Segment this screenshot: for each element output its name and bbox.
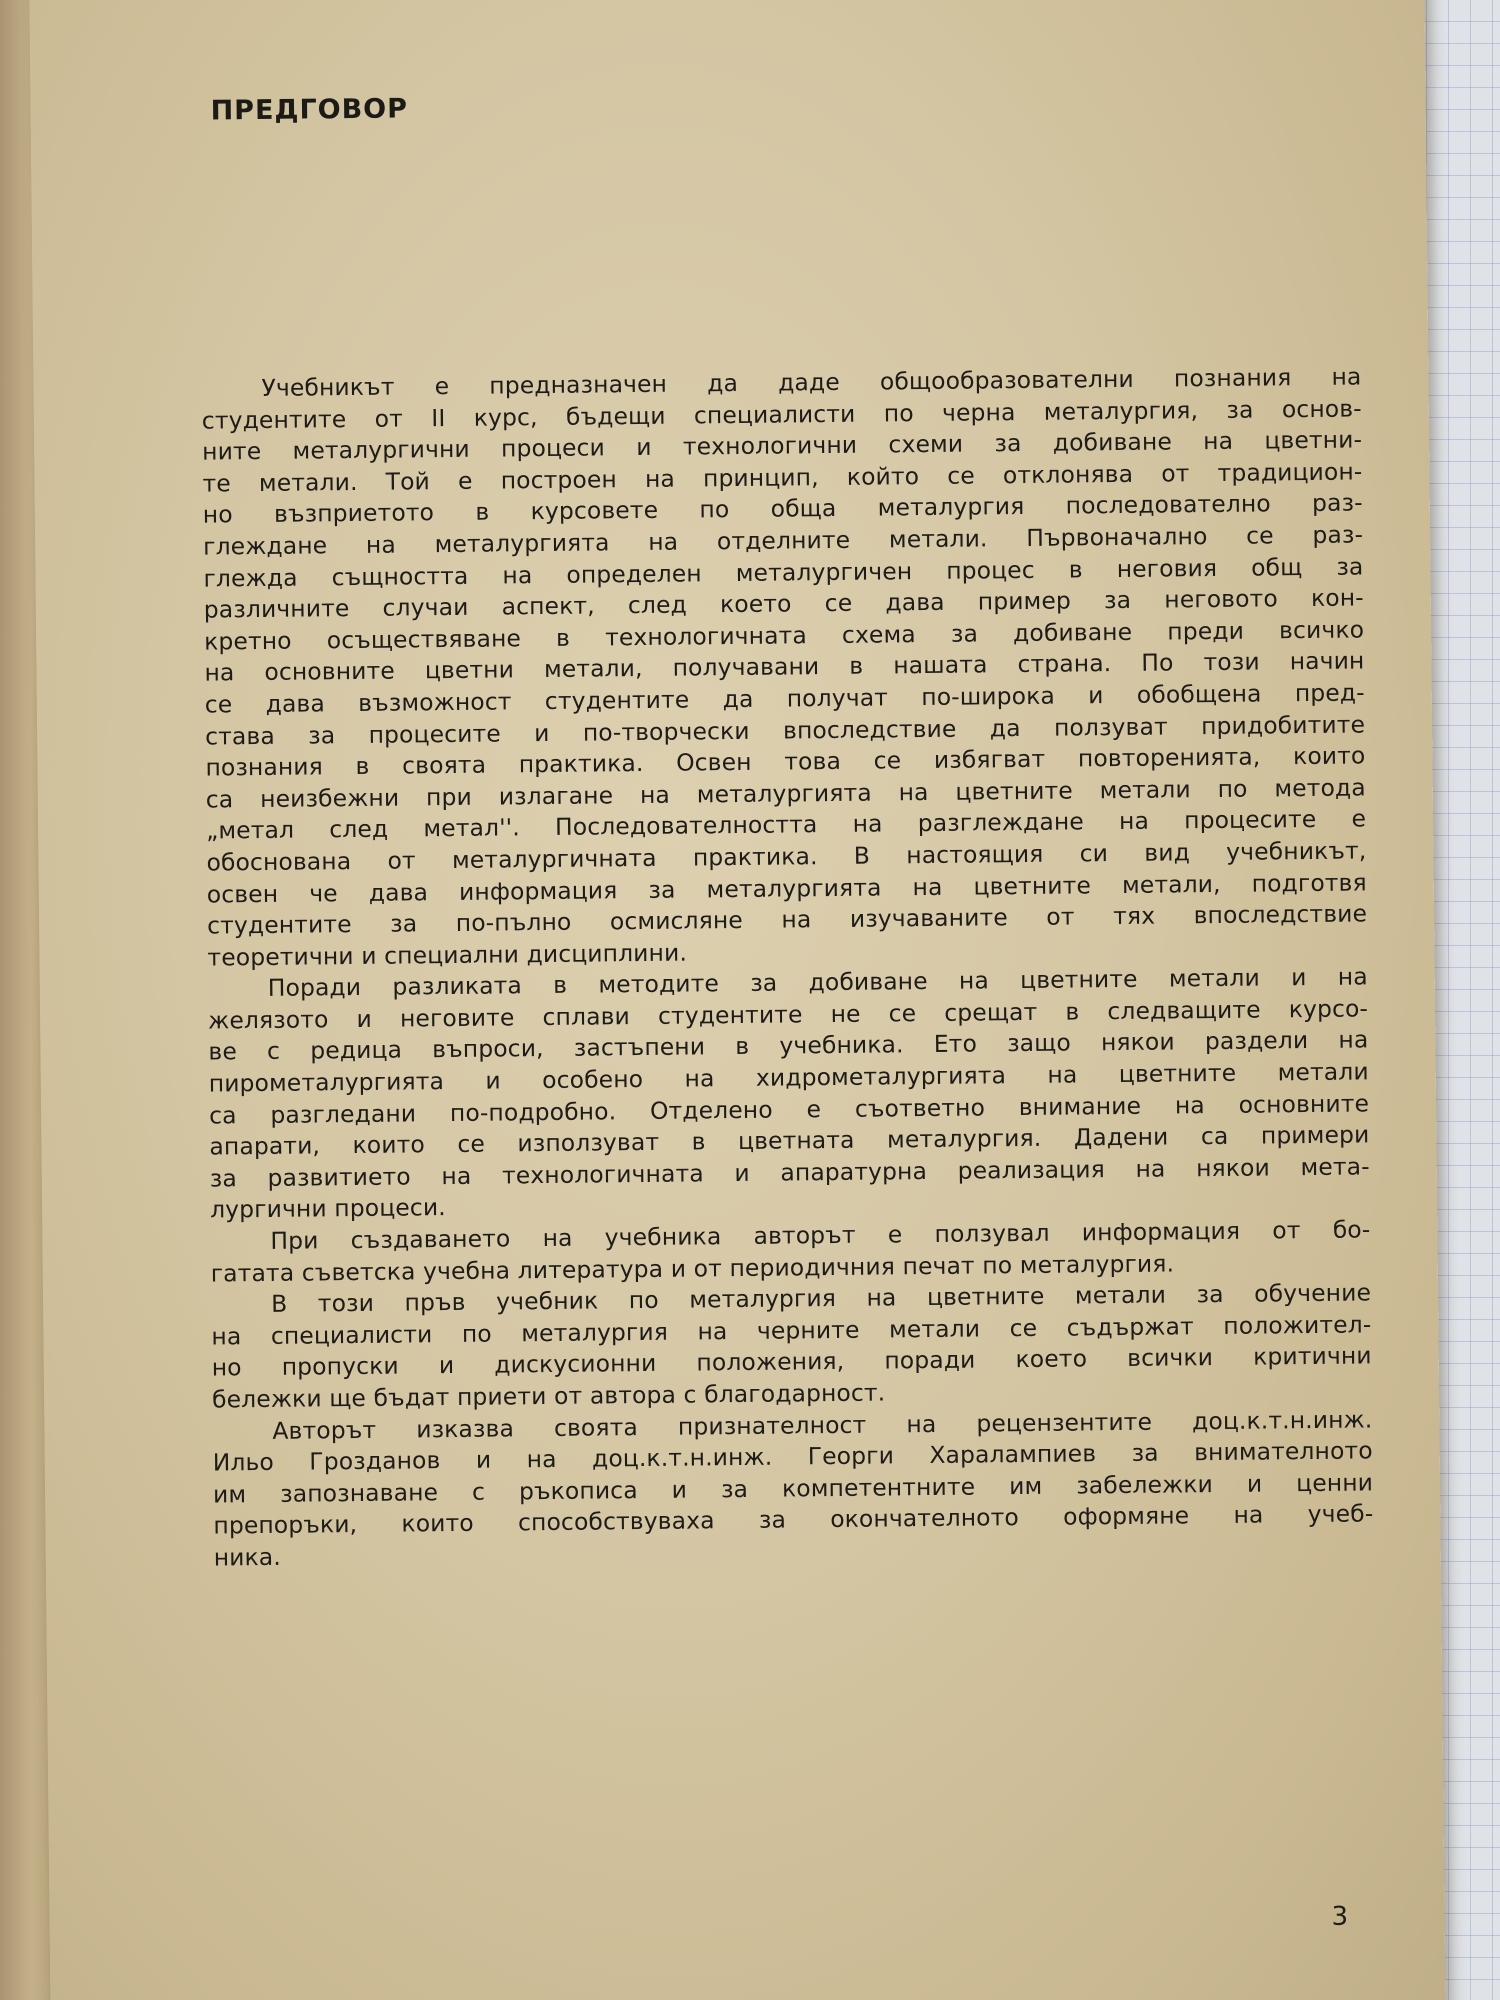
text-line: им запознаване с ръкописа и за компетентните им забележки и ценни bbox=[212, 1468, 1374, 1509]
text-line: но възприетото в курсовете по обща металургия последователно раз- bbox=[202, 488, 1363, 529]
paragraph bbox=[211, 1278, 1372, 1417]
text-line: апарати, които се използуват в цветната металургия. Дадени са примери bbox=[209, 1120, 1370, 1161]
text-line: Ильо Грозданов и на доц.к.т.н.инж. Георги Харалампиев за внимателното bbox=[212, 1436, 1373, 1477]
preface-body bbox=[201, 361, 1374, 1574]
text-line: При създаването на учебника авторът е ползувал информация от бо- bbox=[270, 1215, 1371, 1255]
text-line: става за процесите и по-творчески впоследствие да ползуват придобитите bbox=[205, 709, 1366, 751]
text-line: те метали. Той е построен на принцип, който се отклонява от традицион- bbox=[202, 457, 1363, 498]
text-line: студентите за по-пълно осмисляне на изучаваните от тях впоследствие bbox=[206, 899, 1368, 940]
text-line: теоретични и специални дисциплини. bbox=[207, 938, 688, 972]
page-title: ПРЕДГОВОР bbox=[210, 93, 409, 127]
paragraph bbox=[212, 1404, 1374, 1574]
text-line: желязото и неговите сплави студентите не се срещат в следващите курсо- bbox=[207, 994, 1369, 1035]
text-line: но пропуски и дискусионни положения, поради което всички критични bbox=[211, 1341, 1372, 1382]
text-line: препоръки, които способствуваха за окончателното оформяне на учеб- bbox=[213, 1499, 1374, 1540]
text-line: студентите от II курс, бъдещи специалисти по черна металургия, за основ- bbox=[201, 394, 1362, 435]
text-line: за развитието на технологичната и апаратурна реализация на някои мета- bbox=[209, 1152, 1370, 1193]
text-line: В този пръв учебник по металургия на цветните метали за обучение bbox=[270, 1278, 1372, 1319]
text-line: глеждане на металургията на отделните метали. Първоначално се раз- bbox=[203, 520, 1364, 561]
text-line: на специалисти по металургия на черните метали се съдържат положител- bbox=[211, 1310, 1372, 1351]
text-line: са неизбежни при излагане на металургията на цветните метали по метода bbox=[205, 773, 1366, 814]
paragraph bbox=[208, 962, 1371, 1227]
text-line: са разгледани по-подробно. Отделено е съответно внимание на основните bbox=[208, 1089, 1370, 1130]
text-line: познания в своята практика. Освен това се избягват повторенията, които bbox=[205, 741, 1366, 782]
text-line: се дава възможност студентите да получат по-широка и обобщена пред- bbox=[204, 678, 1365, 719]
text-line: обоснована от металургичната практика. В настоящия си вид учебникът, bbox=[206, 836, 1367, 877]
text-line: пирометалургията и особено на хидрометалургията на цветните метали bbox=[208, 1057, 1369, 1098]
text-line: ве с редица въпроси, застъпени в учебника. Ето защо някои раздели на bbox=[208, 1025, 1369, 1067]
text-line: Учебникът е предназначен да даде общообразователни познания на bbox=[261, 362, 1362, 402]
text-line: бележки ще бъдат приети от автора с благодарност. bbox=[211, 1378, 886, 1414]
page-number: 3 bbox=[1331, 1901, 1349, 1932]
text-line: ните металургични процеси и технологични схеми за добиване на цветни- bbox=[202, 425, 1363, 466]
text-line: ника. bbox=[213, 1542, 282, 1572]
text-line: кретно осъществяване в технологичната схема за добиване преди всичко bbox=[204, 615, 1365, 656]
text-line: лургични процеси. bbox=[209, 1193, 446, 1224]
book-page bbox=[29, 0, 1445, 2000]
text-line: „метал след метал''. Последователността на разглеждане на процесите е bbox=[206, 804, 1367, 845]
text-line: различните случаи аспект, след което се дава пример за неговото кон- bbox=[203, 583, 1364, 624]
text-line: глежда същността на определен металургичен процес в неговия общ за bbox=[203, 551, 1364, 593]
text-line: Авторът изказва своята признателност на рецензентите доц.к.т.н.инж. bbox=[272, 1404, 1373, 1445]
paragraph bbox=[201, 361, 1367, 973]
text-line: гатата съветска учебна литература и от периодичния печат по металургия. bbox=[210, 1249, 1175, 1288]
text-line: освен че дава информация за металургията на цветните метали, подготвя bbox=[206, 867, 1367, 909]
text-line: Поради разликата в методите за добиване на цветните метали и на bbox=[267, 962, 1368, 1003]
text-line: на основните цветни метали, получавани в нашата страна. По този начин bbox=[204, 646, 1365, 687]
